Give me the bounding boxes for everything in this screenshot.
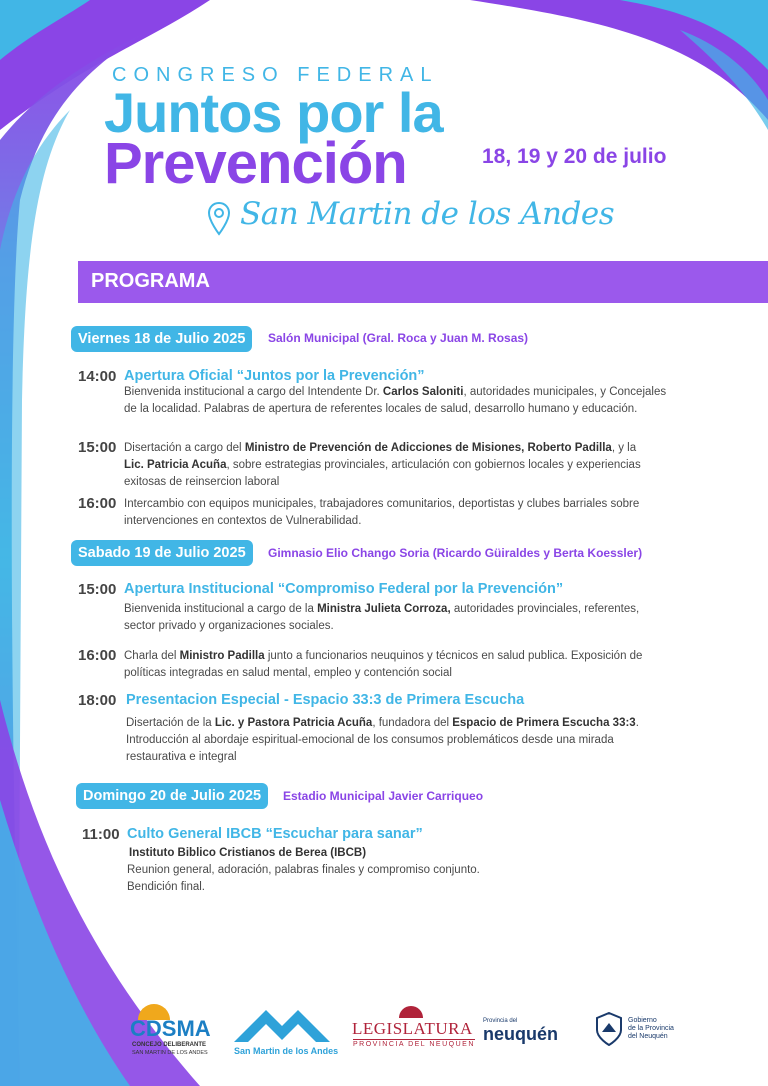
day-label-friday: Viernes 18 de Julio 2025 — [71, 326, 252, 352]
desc-line: Intercambio con equipos municipales, trabajadores comunitarios, deportistas y clubes barriales sobre — [124, 498, 640, 510]
event-title: Apertura Oficial “Juntos por la Prevención” — [124, 368, 425, 384]
desc-line: Bienvenida institucional a cargo del Intendente Dr. Carlos Saloniti, autoridades municipales, y Concejales — [124, 386, 667, 398]
event-description — [124, 601, 639, 635]
desc-line: Bendición final. — [127, 881, 205, 893]
location-pin-icon — [207, 202, 231, 236]
event-subtitle: Instituto Biblico Cristianos de Berea (IBCB) — [129, 847, 367, 859]
desc-line: Bienvenida institucional a cargo de la Ministra Julieta Corroza, autoridades provinciales, referentes, — [124, 603, 640, 615]
desc-line: políticas integradas en salud mental, empleo y contención social — [124, 667, 452, 679]
event-time: 15:00 — [78, 439, 117, 456]
desc-line: exitosas de reinsercion laboral — [124, 476, 280, 488]
san-martin-text: San Martin de los Andes — [234, 1046, 339, 1056]
desc-line: Disertación de la Lic. y Pastora Patricia Acuña, fundadora del Espacio de Primera Escucha 33:3. — [126, 717, 639, 729]
event-description — [126, 715, 639, 766]
event-title: Apertura Institucional “Compromiso Federal por la Prevención” — [124, 581, 564, 597]
legislatura-sub: PROVINCIA DEL NEUQUEN — [353, 1041, 475, 1048]
day-label-sunday: Domingo 20 de Julio 2025 — [76, 783, 268, 809]
title-line-2: Prevención — [104, 131, 407, 196]
venue-friday: Salón Municipal (Gral. Roca y Juan M. Rosas) — [268, 331, 529, 345]
event-title: Presentacion Especial - Espacio 33:3 de Primera Escucha — [126, 692, 525, 708]
day-label-saturday: Sabado 19 de Julio 2025 — [71, 540, 253, 566]
location-name: San Martin de los Andes — [240, 196, 615, 232]
neuquen-text: neuquén — [483, 1024, 558, 1044]
cdsma-line-2: SAN MARTIN DE LOS ANDES — [132, 1050, 208, 1056]
programa-heading: PROGRAMA — [91, 270, 210, 292]
event-description — [124, 440, 641, 491]
venue-saturday: Gimnasio Elio Chango Soria (Ricardo Güiraldes y Berta Koessler) — [268, 546, 643, 560]
event-time: 18:00 — [78, 692, 117, 709]
desc-line: Introducción al abordaje espiritual-emocional de los consumos problemáticos desde una mirada — [126, 734, 614, 746]
congress-label: CONGRESO FEDERAL — [112, 64, 439, 86]
legislatura-logo — [352, 1004, 475, 1052]
event-time: 15:00 — [78, 581, 117, 598]
desc-line: Charla del Ministro Padilla junto a funcionarios neuquinos y técnicos en salud publica. Exposición de — [124, 650, 643, 662]
sun-rays-icon — [396, 1004, 426, 1018]
desc-line: de la localidad. Palabras de apertura de referentes locales de salud, desarrollo humano y educación. — [124, 403, 638, 415]
cdsma-logo — [130, 1002, 210, 1060]
event-description — [127, 862, 480, 896]
event-time: 16:00 — [78, 647, 117, 664]
desc-line: Reunion general, adoración, palabras finales y compromiso conjunto. — [127, 864, 480, 876]
event-description — [124, 384, 666, 418]
gobierno-line-1: Gobierno — [628, 1017, 657, 1024]
event-title: Culto General IBCB “Escuchar para sanar” — [127, 826, 423, 842]
event-time: 11:00 — [82, 826, 120, 843]
gobierno-line-2: de la Provincia — [628, 1025, 674, 1032]
gobierno-logo — [594, 1012, 684, 1050]
desc-line: Lic. Patricia Acuña, sobre estrategias provinciales, articulación con gobiernos locales y experiencias — [124, 459, 641, 471]
mountain-icon — [232, 1004, 332, 1044]
venue-sunday: Estadio Municipal Javier Carriqueo — [283, 789, 484, 803]
event-time: 14:00 — [78, 368, 117, 385]
desc-line: restaurativa e integral — [126, 751, 237, 763]
cdsma-mark: CDSMA — [130, 1016, 211, 1041]
legislatura-text: LEGISLATURA — [352, 1019, 473, 1038]
event-description — [124, 496, 639, 530]
gobierno-line-3: del Neuquén — [628, 1033, 668, 1040]
desc-line: intervenciones en contextos de Vulnerabilidad. — [124, 515, 362, 527]
cdsma-line-1: CONCEJO DELIBERANTE — [132, 1042, 207, 1048]
neuquen-small: Provincia del — [483, 1018, 518, 1024]
neuquen-logo — [483, 1018, 573, 1046]
event-time: 16:00 — [78, 495, 117, 512]
coat-of-arms-icon — [594, 1012, 624, 1046]
title-line-1: Juntos por la — [104, 81, 443, 144]
event-description — [124, 648, 642, 682]
desc-line: sector privado y organizaciones sociales. — [124, 620, 334, 632]
desc-line: Disertación a cargo del Ministro de Prevención de Adicciones de Misiones, Roberto Padilla, y la — [124, 442, 637, 454]
event-dates: 18, 19 y 20 de julio — [482, 145, 667, 168]
san-martin-logo — [232, 1004, 339, 1060]
